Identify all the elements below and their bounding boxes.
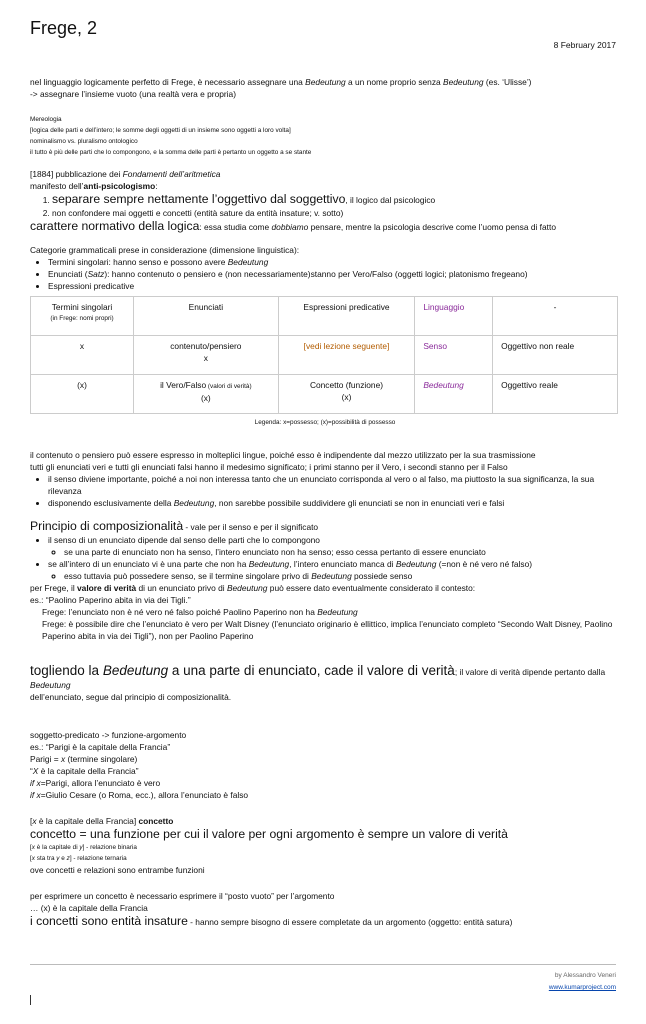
list-item <box>48 558 620 582</box>
text: possiede senso <box>351 571 413 581</box>
text-italic: Bedeutung <box>30 680 71 690</box>
text: contenuto/pensiero <box>170 341 242 351</box>
text-small: (in Frege: nomi propri) <box>50 315 114 322</box>
text-italic: z <box>66 855 70 862</box>
text: =Giulio Cesare (o Roma, ecc.), allora l’enunciato è falso <box>40 790 249 800</box>
text: disponendo esclusivamente della <box>48 498 174 508</box>
table-caption: Legenda: x=possesso; (x)=possibilità di possesso <box>254 419 396 426</box>
text-italic: y <box>56 855 60 862</box>
text-italic: Bedeutung <box>311 571 352 581</box>
concept-line-4: ove concetti e relazioni sono entrambe funzioni <box>30 865 205 875</box>
list-item <box>48 256 620 268</box>
text: : <box>155 181 158 191</box>
text: a un nome proprio senza <box>345 77 444 87</box>
mereology-line-1: [logica delle parti e dell’intero; le somme degli oggetti di un insieme sono oggetti a loro volta] <box>30 127 291 134</box>
text: (=non è né vero né falso) <box>436 559 533 569</box>
table-row <box>31 336 618 375</box>
page-date: 8 February 2017 <box>553 40 616 50</box>
truth-value-line <box>30 582 620 594</box>
text: nel linguaggio logicamente perfetto di Frege, è necessario assegnare una <box>30 77 306 87</box>
text-italic: if x <box>30 790 41 800</box>
text-italic: Bedeutung <box>226 583 268 593</box>
text: ): hanno contenuto o pensiero e (non necessariamente)stanno per Vero/Falso (oggetti logici; platonismo fregeano) <box>104 269 528 279</box>
text: è la capitale della Francia” <box>38 766 139 776</box>
table-row <box>31 375 618 414</box>
intro-line-1 <box>30 76 620 88</box>
categories-intro: Categorie grammaticali prese in considerazione (dimensione linguistica): <box>30 245 300 255</box>
text: il senso di un enunciato dipende dal senso delle parti che lo compongono <box>48 535 320 545</box>
text-italic: x <box>31 855 35 862</box>
text: esso tuttavia può possedere senso, se il termine singolare privo di <box>64 571 312 581</box>
text: Concetto (funzione) <box>309 380 384 390</box>
list-item: ◦ se una parte di enunciato non ha senso, l’intero enunciato non ha senso; esso cessa pertanto di essere enunciato <box>64 546 620 558</box>
text: ; il valore di verità dipende pertanto dalla <box>454 667 606 677</box>
manifesto-line <box>30 180 620 192</box>
text-large-italic: Bedeutung <box>102 663 169 678</box>
table-cell: Oggettivo reale <box>493 375 618 414</box>
text-italic: Bedeutung <box>305 77 346 87</box>
ending-heading <box>30 914 620 929</box>
function-line-1: soggetto-predicato -> funzione-argomento <box>30 730 187 740</box>
text-italic: Bedeutung <box>248 559 290 569</box>
text: Termini singolari: hanno senso e possono avere <box>48 257 228 267</box>
text-large: separare sempre nettamente l’oggettivo dal soggettivo <box>52 192 346 206</box>
text: =Parigi, allora l’enunciato è vero <box>40 778 161 788</box>
table-cell: Senso <box>415 336 493 375</box>
text: e <box>59 855 67 862</box>
list-item <box>52 192 620 207</box>
text: , il logico dal psicologico <box>345 195 436 205</box>
ternary-relation <box>30 853 620 864</box>
frege-line-1 <box>30 606 620 618</box>
text: “ <box>30 766 33 776</box>
text-italic: x <box>31 844 35 851</box>
table-cell <box>278 375 415 414</box>
example-line: es.: “Paolino Paperino abita in via dei Tigli.” <box>30 595 191 605</box>
categories-table <box>30 296 618 414</box>
text: Parigi = <box>30 754 61 764</box>
text: (x) <box>200 393 211 403</box>
text-italic: Bedeutung <box>395 559 437 569</box>
normative-line <box>30 219 620 234</box>
composition-list <box>30 534 620 582</box>
content-line-2: tutti gli enunciati veri e tutti gli enunciati falsi hanno il medesimo significato; i primi stanno per il Vero, i secondi stanno per il Falso <box>30 462 508 472</box>
list-item: • il senso diviene importante, poiché a noi non interessa tanto che un enunciato corrisponda al vero o al falso, ma piuttosto la sua significanza, la sua rilevanza <box>48 473 620 497</box>
text: [ <box>30 816 33 826</box>
text-italic: if x <box>30 778 41 788</box>
table-cell: Espressioni predicative <box>278 297 415 336</box>
list-item: 2. non confondere mai oggetti e concetti (entità sature da entità insature; v. sotto) <box>52 207 620 219</box>
mereology-line-2: nominalismo vs. pluralismo ontologico <box>30 138 138 145</box>
text-bold: concetto <box>138 816 174 826</box>
text: se all’intero di un enunciato vi è una parte che non ha <box>48 559 249 569</box>
text: (x) <box>341 392 352 402</box>
footer-link[interactable]: www.kumarproject.com <box>548 984 616 991</box>
content-list <box>30 473 620 509</box>
intro-line-2: -> assegnare l’insieme vuoto (una realtà vera e propria) <box>30 89 236 99</box>
truth-line-2: dell’enunciato, segue dal principio di composizionalità. <box>30 692 232 702</box>
text-italic: Satz <box>87 269 105 279</box>
footer-divider <box>30 964 616 965</box>
function-line-6 <box>30 789 620 801</box>
text-bold: anti-psicologismo <box>83 181 156 191</box>
text: pensare, mentre la psicologia descrive come l’uomo pensa di fatto <box>308 222 556 232</box>
text: manifesto dell’ <box>30 181 84 191</box>
text: Termini singolari <box>51 302 113 312</box>
text: , l’intero enunciato manca di <box>289 559 396 569</box>
table-cell <box>134 375 279 414</box>
text: è la capitale della Francia] <box>36 816 139 826</box>
table-cell: x <box>31 336 134 375</box>
composition-heading <box>30 519 620 534</box>
concept-definition: concetto = una funzione per cui il valore per ogni argomento è sempre un valore di verità <box>30 827 508 841</box>
document-body <box>30 76 620 929</box>
text-italic: Bedeutung <box>173 498 215 508</box>
sub-list <box>48 570 620 582</box>
text: ] - relazione binaria <box>82 844 137 851</box>
content-line-1: il contenuto o pensiero può essere espresso in molteplici lingue, poiché esso è indipendente dal mezzo utilizzato per la sua trasmissione <box>30 450 536 460</box>
list-item <box>48 268 620 280</box>
ending-line-1: per esprimere un concetto è necessario esprimere il “posto vuoto” per l’argomento <box>30 891 335 901</box>
text-italic: dobbiamo <box>271 222 309 232</box>
text: [ <box>30 844 32 851</box>
mereology-line-3: il tutto è più delle parti che lo compongono, e la somma delle parti è pertanto un oggetto a se stante <box>30 149 312 156</box>
function-line-3 <box>30 753 620 765</box>
text: (es. ‘Ulisse’) <box>483 77 532 87</box>
text: : essa studia come <box>199 222 272 232</box>
text-small: (valori di verità) <box>206 383 252 390</box>
text: - hanno sempre bisogno di essere completate da un argomento (oggetto: entità satura) <box>187 917 513 927</box>
text: x <box>203 353 208 363</box>
footer-author: by Alessandro Veneri <box>554 972 616 979</box>
list-item: • Espressioni predicative <box>48 280 620 292</box>
text-italic: Bedeutung <box>423 380 464 390</box>
text-italic: Bedeutung <box>443 77 484 87</box>
text-large: Principio di composizionalità <box>30 519 184 533</box>
sub-list <box>48 546 620 558</box>
text: Enunciati ( <box>48 269 88 279</box>
fondamenti-line <box>30 168 620 180</box>
text: - vale per il senso e per il significato <box>183 522 319 532</box>
text: (termine singolare) <box>65 754 138 764</box>
text-large: togliendo la <box>30 663 103 678</box>
list-item <box>64 570 620 582</box>
categories-list <box>30 256 620 292</box>
text-large: i concetti sono entità insature <box>30 914 188 928</box>
truth-heading <box>30 662 620 691</box>
mereology-title: Mereologia <box>30 116 62 123</box>
text-cursor <box>30 995 31 1005</box>
table-cell: (x) <box>31 375 134 414</box>
text: il Vero/Falso <box>160 380 207 390</box>
text-italic: x <box>60 754 66 764</box>
table-cell: [vedi lezione seguente] <box>278 336 415 375</box>
text-italic: Bedeutung <box>227 257 269 267</box>
text-italic: Fondamenti dell’aritmetica <box>122 169 221 179</box>
text: [1884] pubblicazione dei <box>30 169 123 179</box>
table-cell <box>31 297 134 336</box>
table-row <box>31 297 618 336</box>
function-line-2: es.: “Parigi è la capitale della Francia” <box>30 742 171 752</box>
text-italic: X <box>32 766 39 776</box>
table-cell <box>415 375 493 414</box>
function-line-5 <box>30 777 620 789</box>
text: di un enunciato privo di <box>136 583 227 593</box>
binary-relation <box>30 842 620 853</box>
text-large: carattere normativo della logica <box>30 219 200 233</box>
text-italic: Bedeutung <box>317 607 358 617</box>
text: sta tra <box>34 855 57 862</box>
function-line-4 <box>30 765 620 777</box>
text-bold: valore di verità <box>77 583 137 593</box>
page-title: Frege, 2 <box>30 18 98 38</box>
text: per Frege, il <box>30 583 78 593</box>
text: può essere dato eventualmente considerato il contesto: <box>267 583 476 593</box>
text-italic: x <box>32 816 37 826</box>
text: Frege: l’enunciato non è né vero né falso poiché Paolino Paperino non ha <box>42 607 318 617</box>
frege-line-2: Frege: è possibile dire che l’enunciato è vero per Walt Disney (l’enunciato originario è ellittico, implica l’enunciato completo “Secondo Walt Disney, Paolino Paperino abita in via dei Tigli”), non per Paolino Paperino <box>42 619 613 641</box>
table-cell: Enunciati <box>134 297 279 336</box>
concept-line-1 <box>30 815 620 827</box>
list-item <box>48 534 620 558</box>
table-cell: Linguaggio <box>415 297 493 336</box>
table-cell: Oggettivo non reale <box>493 336 618 375</box>
text: [ <box>30 855 32 862</box>
text: , non sarebbe possibile suddividere gli enunciati se non in enunciati veri e falsi <box>214 498 505 508</box>
ending-line-2: … (x) è la capitale della Francia <box>30 903 148 913</box>
text: ] - relazione ternaria <box>69 855 127 862</box>
list-item <box>48 497 620 509</box>
text-italic: y <box>79 844 83 851</box>
text: è la capitale di <box>34 844 80 851</box>
text-large: a una parte di enunciato, cade il valore di verità <box>168 663 455 678</box>
principles-list <box>30 192 620 219</box>
table-cell <box>134 336 279 375</box>
table-cell: - <box>493 297 618 336</box>
